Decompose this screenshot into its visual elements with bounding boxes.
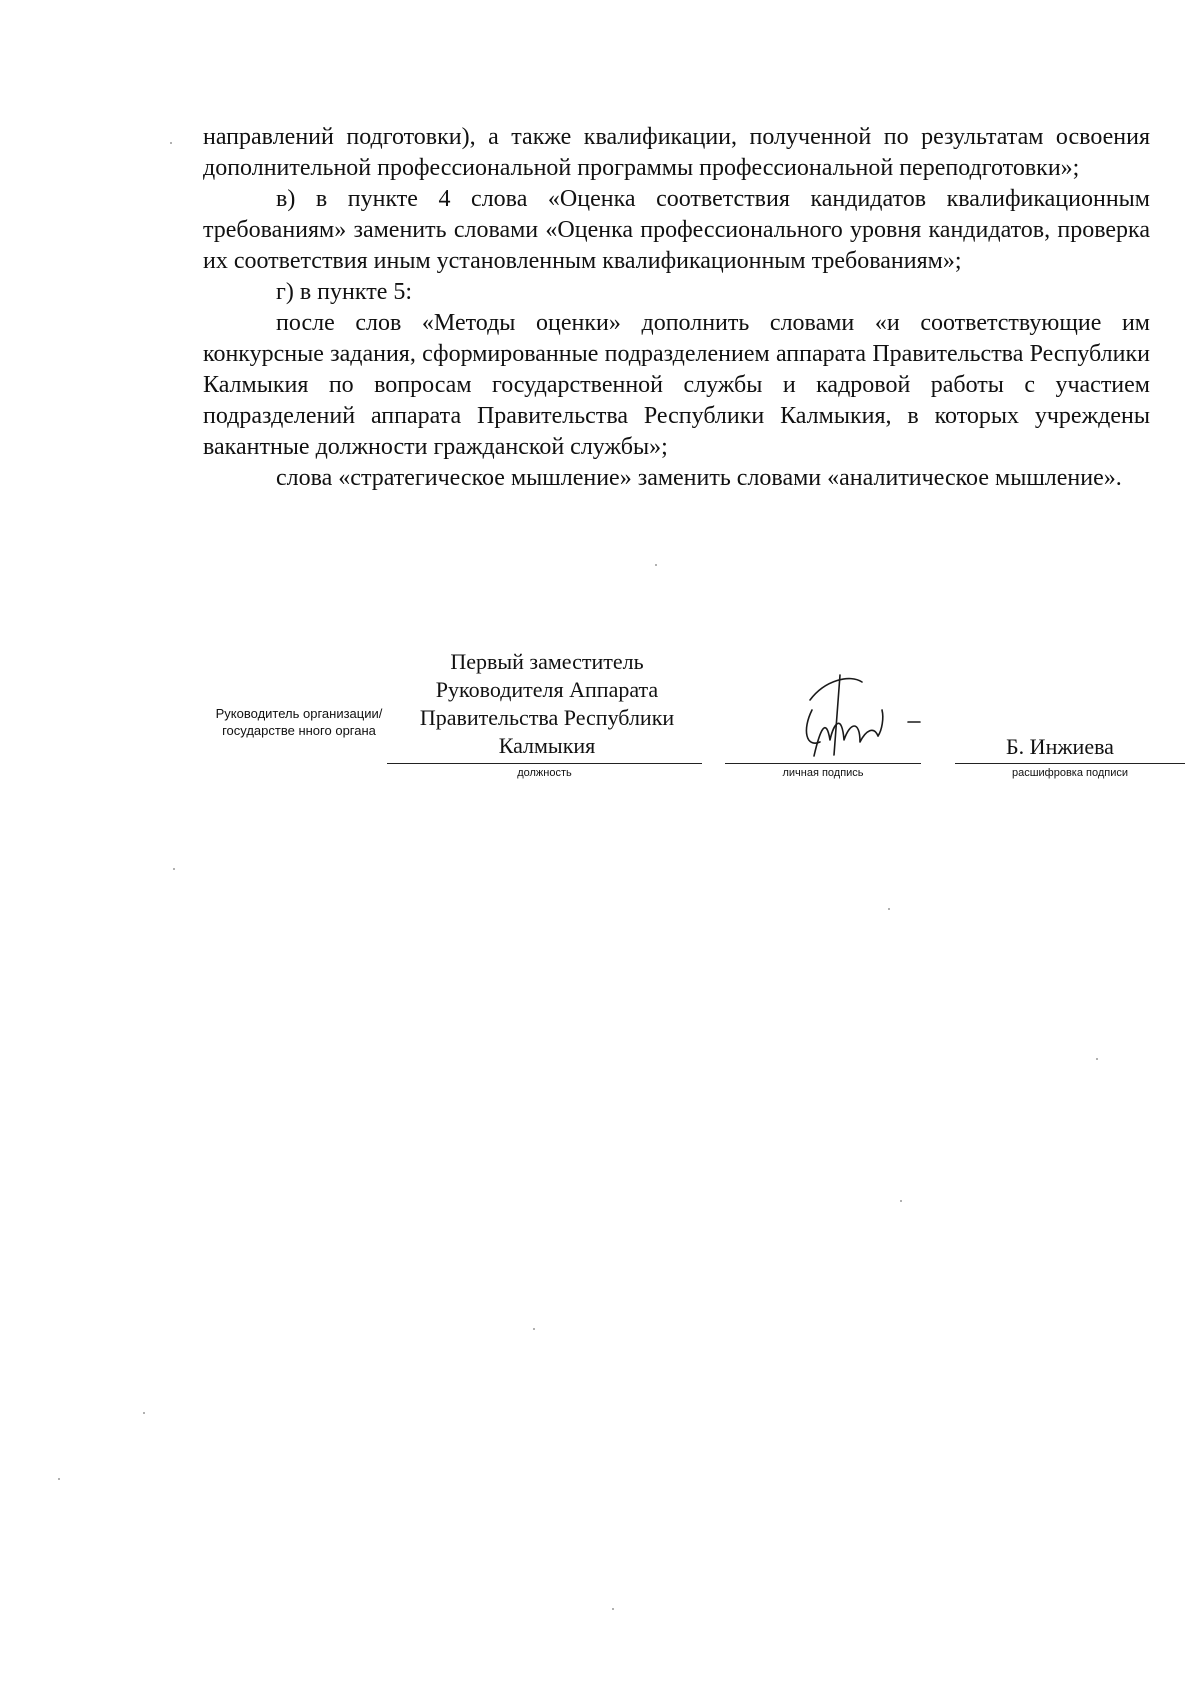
scan-speck <box>612 1608 614 1610</box>
scan-speck <box>143 1412 145 1414</box>
document-body <box>203 122 1150 494</box>
signature-caption: личная подпись <box>782 767 864 779</box>
name-caption: расшифровка подписи <box>1011 767 1129 779</box>
scan-speck <box>655 564 657 566</box>
position-title: Первый заместитель Руководителя Аппарата Правительства Республики Калмыкия <box>419 649 675 758</box>
scan-speck <box>170 142 172 144</box>
paragraph-thinking: слова «стратегическое мышление» заменить словами «аналитическое мышление». <box>276 465 1122 491</box>
scan-speck <box>888 908 890 910</box>
scan-speck <box>1096 1058 1098 1060</box>
paragraph-item-g: г) в пункте 5: <box>276 279 413 305</box>
paragraph-methods: после слов «Методы оценки» дополнить словами «и соответствующие им конкурсные задания, сформированные подразделением аппарата Правительства Республики Калмыкия по вопросам государственной службы и кадровой работы с участием подразделений аппарата Правительства Республики Калмыкия, в которых учреждены вакантные должности гражданской службы»; <box>203 310 1150 460</box>
position-underline <box>387 763 702 764</box>
scan-speck <box>173 868 175 870</box>
scan-speck <box>58 1478 60 1480</box>
paragraph-item-v: в) в пункте 4 слова «Оценка соответствия кандидатов квалификационным требованиям» заменить словами «Оценка профессионального уровня кандидатов, проверка их соответствия иным установленным квалификационным требованиям»; <box>203 186 1150 274</box>
signatory-name: Б. Инжиева <box>1006 734 1114 759</box>
scan-speck <box>900 1200 902 1202</box>
signatory-role-label: Руководитель организации/государстве нного органа <box>215 706 383 738</box>
signature-underline <box>725 763 921 764</box>
position-caption: должность <box>517 767 572 779</box>
name-underline <box>955 763 1185 764</box>
scan-speck <box>533 1328 535 1330</box>
paragraph-continuation: направлений подготовки), а также квалификации, полученной по результатам освоения дополнительной профессиональной программы профессиональной переподготовки»; <box>203 124 1150 181</box>
